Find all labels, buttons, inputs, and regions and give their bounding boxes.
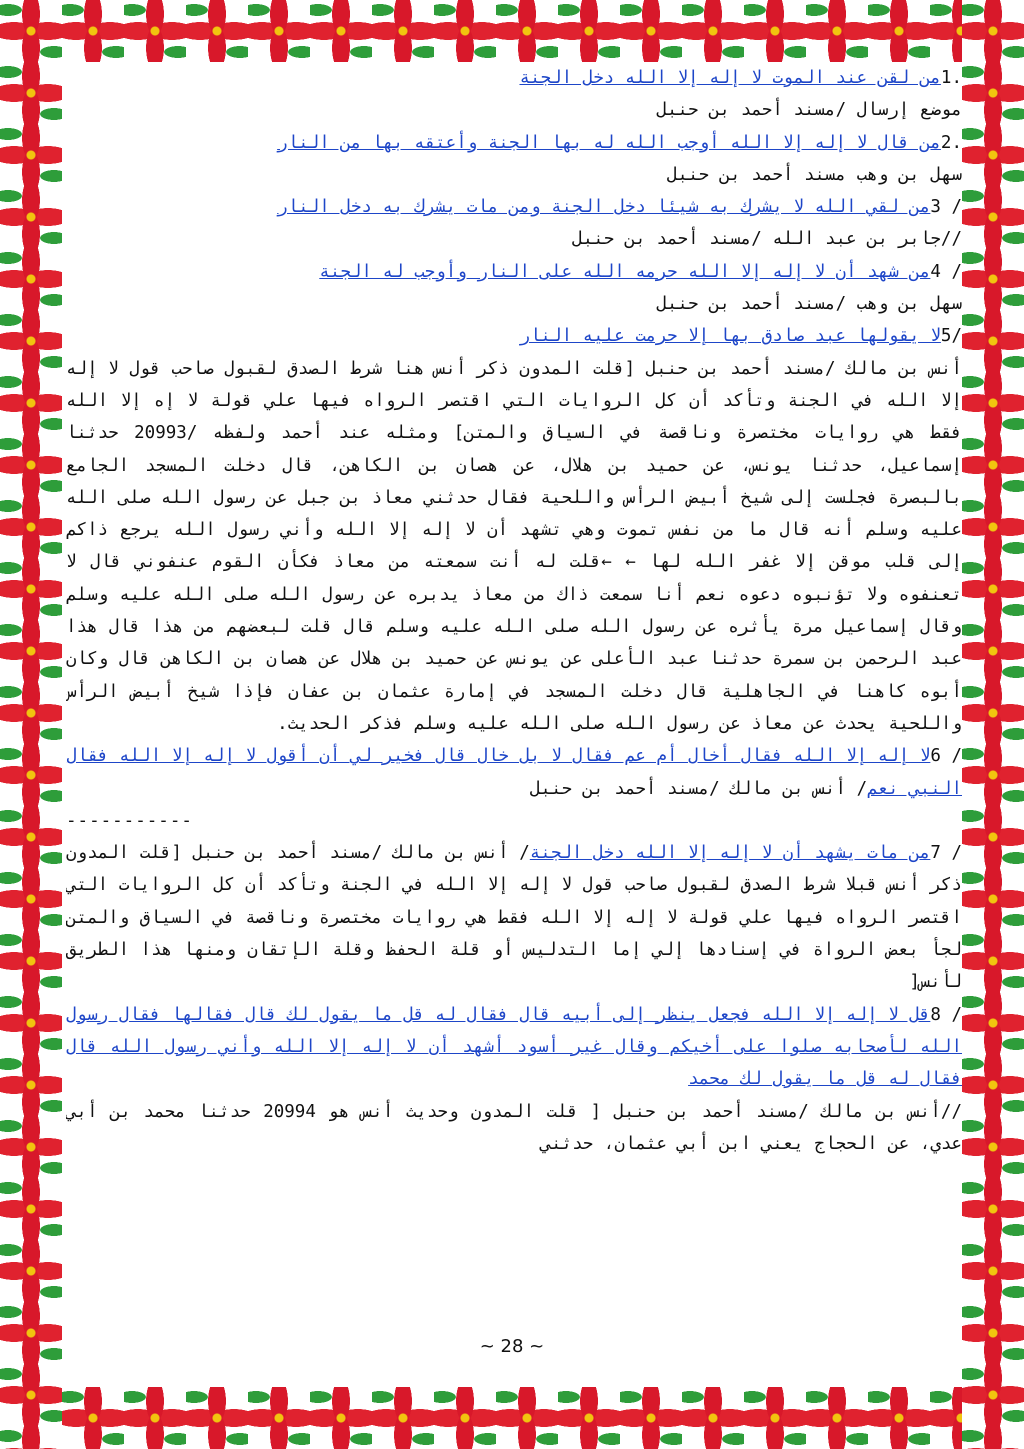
item-number: .1 (940, 68, 962, 88)
hadith-item-5 (66, 320, 962, 352)
decorative-flower-border-bottom (0, 1387, 1024, 1449)
document-body (66, 62, 962, 1354)
hadith-link[interactable]: من شهد أن لا إله إلا الله حرمه الله على النار وأوجب له الجنة (319, 261, 931, 282)
hadith-item-3 (66, 191, 962, 223)
hadith-item-4 (66, 256, 962, 288)
item-number: / 7 (930, 843, 962, 864)
hadith-item-1 (66, 62, 962, 94)
narrator-source-line: سهل بن وهب /مسند أحمد بن حنبل (656, 294, 962, 315)
narrator-commentary: / أنس بن مالك /مسند أحمد بن حنبل [قلت المدون ذكر أنس قبلا شرط الصدق لقبول صاحب قول لا إله إلا الله في الجنة وتأكد أن كل الروايات التي اقتصر الرواه فيها علي قولة لا إله إلا الله فقط هي روايات مختصرة وناقصة في السياق والمتن لجأ بعض الرواة في إسنادها إلي إما التدليس أو قلة الحفظ وقلة الإتقان ومنها هذا الطريق لأنس[ (66, 843, 962, 993)
hadith-item-7 (66, 837, 962, 998)
hadith-link[interactable]: من مات يشهد أن لا إله إلا الله دخل الجنة (529, 843, 931, 864)
hadith-item-6 (66, 740, 962, 805)
item-number: / 8 (930, 1004, 962, 1025)
hadith-item-8 (66, 999, 962, 1096)
item-number: / 6 (930, 746, 962, 767)
commentary-paragraph: أنس بن مالك /مسند أحمد بن حنبل [قلت المدون ذكر أنس هنا شرط الصدق لقبول صاحب قول لا إله إلا الله في الجنة وتأكد أن كل الروايات التي اقتصر الرواه فيها علي قولة لا إه إلا الله فقط هي روايات مختصرة وناقصة في السياق والمتن] ومثله عند أحمد ولفظه /20993 حدثنا إسماعيل، حدثنا يونس، عن حميد بن هلال، عن هصان بن الكاهن، قال دخلت المسجد الجامع بالبصرة فجلست إلى شيخ أبيض الرأس واللحية فقال حدثني معاذ بن جبل عن رسول الله صلى الله عليه وسلم أنه قال ما من نفس تموت وهي تشهد أن لا إله إلا الله وأني رسول الله يرجع ذاكم إلى قلب موقن إلا غفر الله لها ← ←قلت له أنت سمعته من معاذ فكأن القوم عنفوني قال لا تعنفوه ولا تؤنبوه دعوه نعم أنا سمعت ذاك من معاذ يدبره عن رسول الله صلى الله عليه وسلم وقال إسماعيل مرة يأثره عن رسول الله صلى الله عليه وسلم قال قلت لبعضهم من هذا قال هذا عبد الرحمن بن سمرة حدثنا عبد الأعلى عن يونس عن حميد بن هلال عن هصان بن الكاهن قال وكان أبوه كاهنا في الجاهلية قال دخلت المسجد في إمارة عثمان بن عفان فإذا شيخ أبيض الرأس واللحية يحدث عن معاذ عن رسول الله صلى الله عليه وسلم فذكر الحديث. (66, 358, 962, 734)
separator-dashes: ----------- (66, 810, 193, 831)
narrator-source: / أنس بن مالك /مسند أحمد بن حنبل (530, 778, 868, 799)
narrator-commentary: //أنس بن مالك /مسند أحمد بن حنبل [ قلت المدون وحديث أنس هو 20994 حدثنا محمد بن أبي عدي، عن الحجاج يعني ابن أبي عثمان، حدثني (66, 1101, 962, 1154)
item-number: / 4 (930, 261, 962, 282)
hadith-link[interactable]: من لقن عند الموت لا إله إلا الله دخل الجنة (519, 68, 941, 88)
narrator-source-line: موضع إرسال /مسند أحمد بن حنبل (656, 100, 962, 121)
decorative-flower-border-top (0, 0, 1024, 62)
hadith-link[interactable]: قل لا إله إلا الله فجعل ينظر إلى أبيه قال فقال له قل ما يقول لك قال فقالها فقال رسول الله لأصحابه صلوا على أخيكم وقال غير أسود أشهد أن لا إله إلا الله وأني رسول الله قال فقال له قل ما يقول لك محمد (66, 1004, 962, 1090)
item-number: /5 (940, 326, 962, 347)
hadith-link[interactable]: من لقي الله لا يشرك به شيئا دخل الجنة ومن مات يشرك به دخل النار (277, 197, 931, 218)
decorative-flower-border-left (0, 0, 62, 1449)
item-number: / 3 (930, 197, 962, 218)
hadith-link[interactable]: لا يقولها عبد صادق بها إلا حرمت عليه النار (519, 326, 941, 347)
item-number: .2 (940, 132, 962, 153)
narrator-source-line: سهل بن وهب مسند أحمد بن حنبل (666, 164, 962, 185)
hadith-link[interactable]: لا إله إلا الله فقال أخال أم عم فقال لا بل خال قال فخير لي أن أقول لا إله إلا الله فقال النبي نعم (66, 746, 962, 799)
page-number: ~ 28 ~ (479, 1336, 545, 1357)
hadith-link[interactable]: من قال لا إله إلا الله أوجب الله له بها الجنة وأعتقه بها من النار (277, 132, 941, 153)
narrator-source-line: //جابر بن عبد الله /مسند أحمد بن حنبل (572, 229, 962, 250)
decorative-flower-border-right (962, 0, 1024, 1449)
hadith-item-2 (66, 127, 962, 159)
